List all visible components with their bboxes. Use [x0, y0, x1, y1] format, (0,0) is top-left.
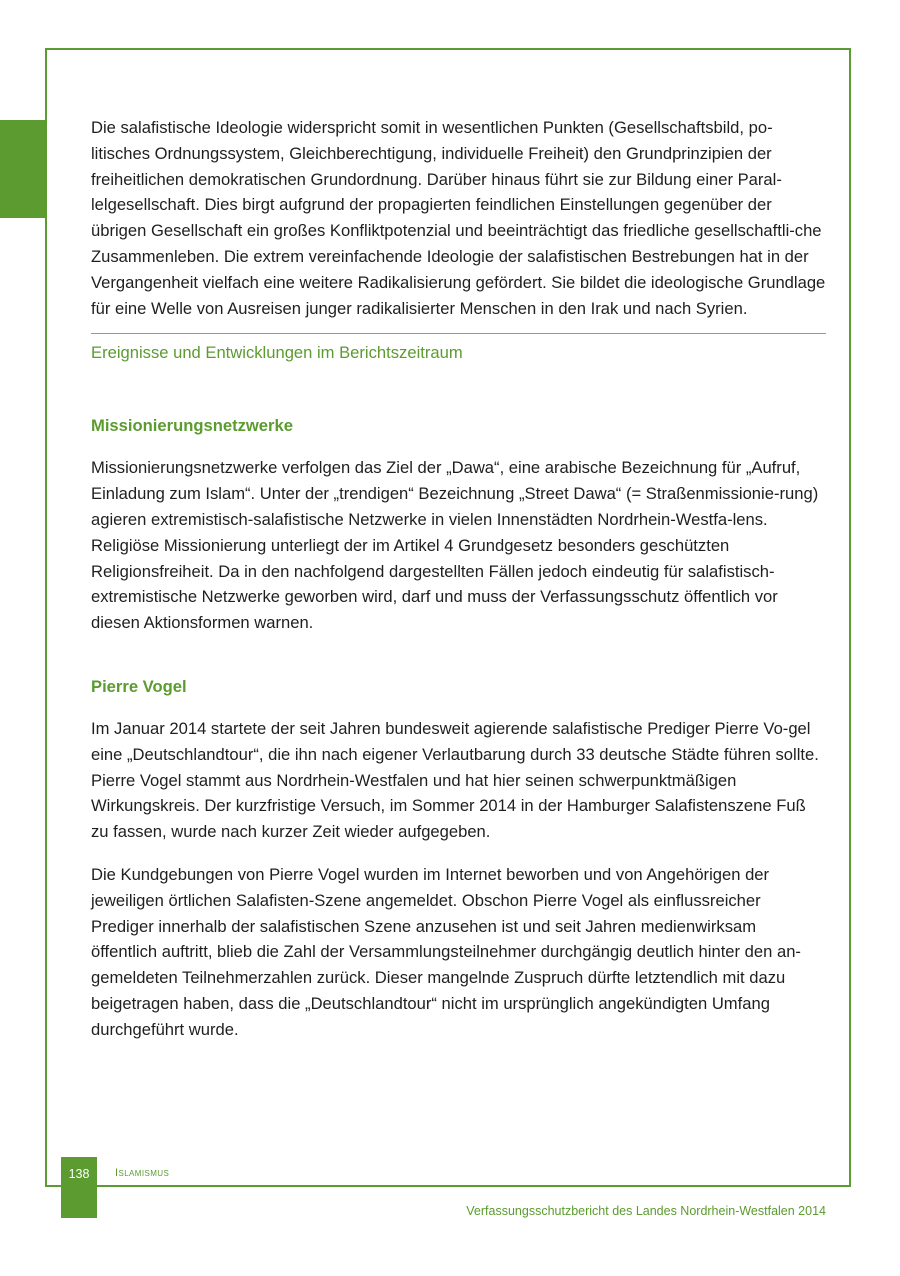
page-number: 138: [68, 1167, 90, 1181]
body-paragraph-1: Die salafistische Ideologie widerspricht somit in wesentlichen Punkten (Gesellschaftsbild, po-litisches Ordnungssystem, Gleichberechtigung, individuelle Freiheit) den Grundprinzipien der freiheitlichen demokratischen Grundordnung. Darüber hinaus führt sie zur Bildung einer Paral-lelgesellschaft. Dies birgt aufgrund der propagierten feindlichen Einstellungen gegenüber der übrigen Gesellschaft ein großes Konfliktpotenzial und beeinträchtigt das friedliche gesellschaftli-che Zusammenleben. Die extrem vereinfachende Ideologie der salafistischen Bestrebungen hat in der Vergangenheit vielfach eine weitere Radikalisierung gefördert. Sie bildet die ideologische Grundlage für eine Welle von Ausreisen junger radikalisierter Menschen in den Irak und nach Syrien.: [91, 118, 826, 318]
publication-title: Verfassungsschutzbericht des Landes Nordrhein-Westfalen 2014: [466, 1204, 826, 1218]
body-paragraph-4: Die Kundgebungen von Pierre Vogel wurden im Internet beworben und von Angehörigen der jeweiligen örtlichen Salafisten-Szene angemeldet. Obschon Pierre Vogel als einflussreicher Prediger innerhalb der salafistischen Szene anzusehen ist und seit Jahren medienwirksam öffentlich auftritt, blieb die Zahl der Versammlungsteilnehmer durchgängig deutlich hinter den an-gemeldeten Teilnehmerzahlen zurück. Dieser mangelnde Zuspruch dürfte letztendlich mit dazu beigetragen haben, dass die „Deutschlandtour“ nicht im ursprünglich angekündigten Umfang durchgeführt wurde.: [91, 864, 801, 1039]
page-number-box: [61, 1157, 97, 1218]
heading-missionierungsnetzwerke: Missionierungsnetzwerke: [91, 416, 293, 436]
page-content: [91, 115, 826, 1043]
section-intro-title: Ereignisse und Entwicklungen im Berichtszeitraum: [91, 343, 463, 363]
heading-pierre-vogel: Pierre Vogel: [91, 676, 187, 696]
body-paragraph-2: Missionierungsnetzwerke verfolgen das Ziel der „Dawa“, eine arabische Bezeichnung für „Aufruf, Einladung zum Islam“. Unter der „trendigen“ Bezeichnung „Street Dawa“ (= Straßenmissionie-rung) agieren extremistisch-salafistische Netzwerke in vielen Innenstädten Nordrhein-Westfa-lens. Religiöse Missionierung unterliegt der im Artikel 4 Grundgesetz besonders geschützten Religionsfreiheit. Da in den nachfolgend dargestellten Fällen jedoch eindeutig für salafistisch-extremistische Netzwerke geworben wird, darf und muss der Verfassungsschutz öffentlich vor diesen Aktionsformen warnen.: [91, 458, 819, 633]
section-divider: [91, 333, 826, 334]
body-paragraph-3: Im Januar 2014 startete der seit Jahren bundesweit agierende salafistische Prediger Pierre Vo-gel eine „Deutschlandtour“, die ihn nach eigener Verlautbarung durch 33 deutsche Städte führen sollte. Pierre Vogel stammt aus Nordrhein-Westfalen und hat hier seinen schwerpunktmäßigen Wirkungskreis. Der kurzfristige Versuch, im Sommer 2014 in der Hamburger Salafistenszene Fuß zu fassen, wurde nach kurzer Zeit wieder aufgegeben.: [91, 718, 819, 842]
chapter-label: Islamismus: [115, 1167, 170, 1179]
chapter-side-tab: [0, 120, 46, 218]
